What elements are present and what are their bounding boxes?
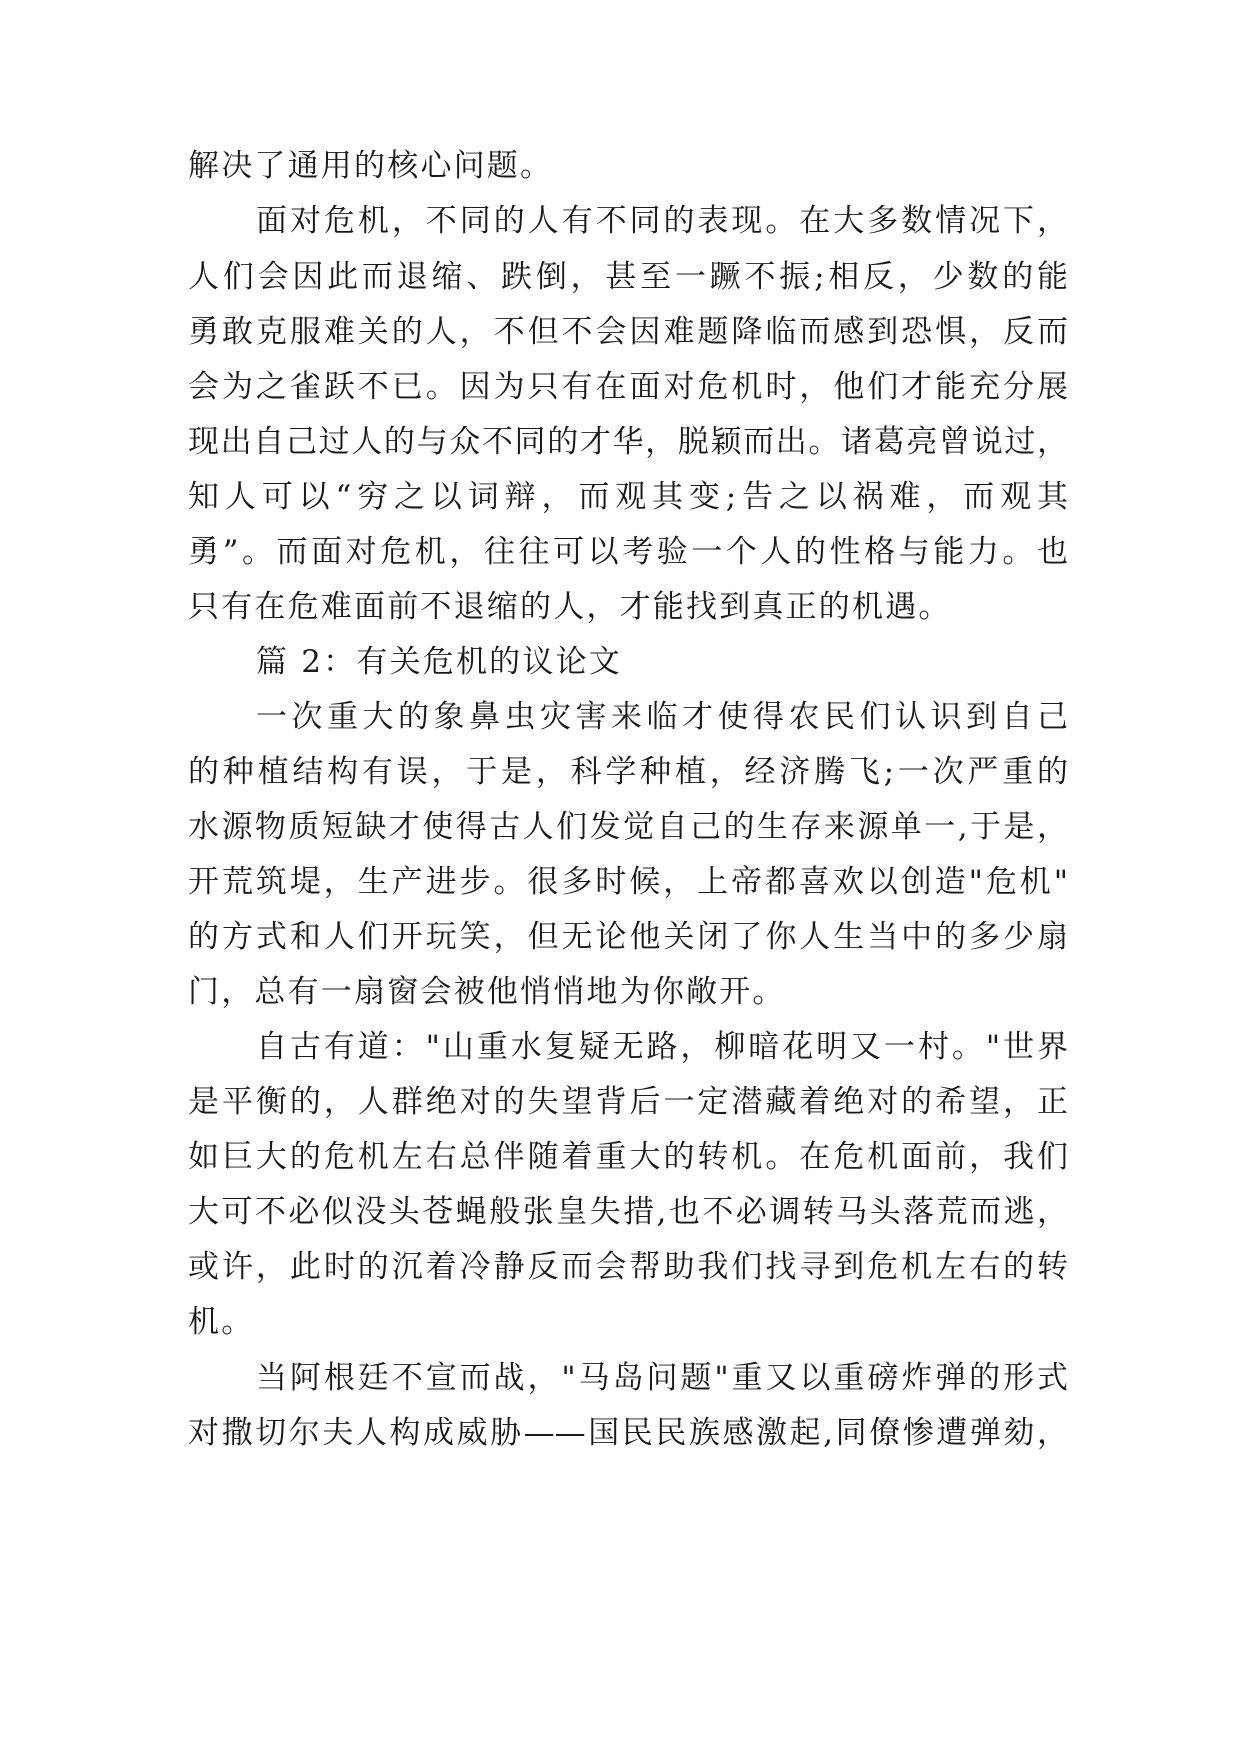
paragraph-line: 机。 bbox=[188, 1304, 255, 1340]
paragraph-line: 或许，此时的沉着冷静反而会帮助我们找寻到危机左右的转 bbox=[188, 1249, 1068, 1285]
paragraph-line: 开荒筑堤，生产进步。很多时候，上帝都喜欢以创造"危机" bbox=[188, 864, 1068, 900]
paragraph-line: 门，总有一扇窗会被他悄悄地为你敞开。 bbox=[188, 974, 786, 1010]
paragraph-line: 是平衡的，人群绝对的失望背后一定潜藏着绝对的希望，正 bbox=[188, 1084, 1068, 1120]
section-heading: 篇 2：有关危机的议论文 bbox=[256, 644, 622, 680]
paragraph-line: 对撒切尔夫人构成威胁——国民民族感激起,同僚惨遭弹劾， bbox=[188, 1415, 1068, 1451]
paragraph-first-line: 一次重大的象鼻虫灾害来临才使得农民们认识到自己 bbox=[256, 699, 1068, 735]
paragraph-line: 的方式和人们开玩笑，但无论他关闭了你人生当中的多少扇 bbox=[188, 919, 1068, 955]
paragraph-line: 知人可以“穷之以词辩，而观其变;告之以祸难，而观其 bbox=[188, 479, 1068, 515]
paragraph-line: 勇敢克服难关的人，不但不会因难题降临而感到恐惧，反而 bbox=[188, 314, 1068, 350]
paragraph-line: 勇”。而面对危机，往往可以考验一个人的性格与能力。也 bbox=[188, 534, 1068, 570]
paragraph-line: 人们会因此而退缩、跌倒，甚至一蹶不振;相反，少数的能 bbox=[188, 259, 1068, 295]
paragraph-line: 如巨大的危机左右总伴随着重大的转机。在危机面前，我们 bbox=[188, 1139, 1068, 1175]
paragraph-line: 会为之雀跃不已。因为只有在面对危机时，他们才能充分展 bbox=[188, 369, 1068, 405]
paragraph-line: 水源物质短缺才使得古人们发觉自己的生存来源单一,于是， bbox=[188, 809, 1068, 845]
paragraph-line: 的种植结构有误，于是，科学种植，经济腾飞;一次严重的 bbox=[188, 754, 1068, 790]
paragraph-line: 现出自己过人的与众不同的才华，脱颖而出。诸葛亮曾说过， bbox=[188, 424, 1068, 460]
paragraph-line: 只有在危难面前不退缩的人，才能找到真正的机遇。 bbox=[188, 589, 952, 625]
paragraph-line: 大可不必似没头苍蝇般张皇失措,也不必调转马头落荒而逃， bbox=[188, 1194, 1068, 1230]
paragraph-first-line: 自古有道："山重水复疑无路，柳暗花明又一村。"世界 bbox=[256, 1029, 1068, 1065]
paragraph-first-line: 面对危机，不同的人有不同的表现。在大多数情况下， bbox=[256, 203, 1068, 239]
paragraph-first-line: 当阿根廷不宣而战，"马岛问题"重又以重磅炸弹的形式 bbox=[256, 1360, 1068, 1396]
paragraph-line: 解决了通用的核心问题。 bbox=[188, 148, 554, 184]
